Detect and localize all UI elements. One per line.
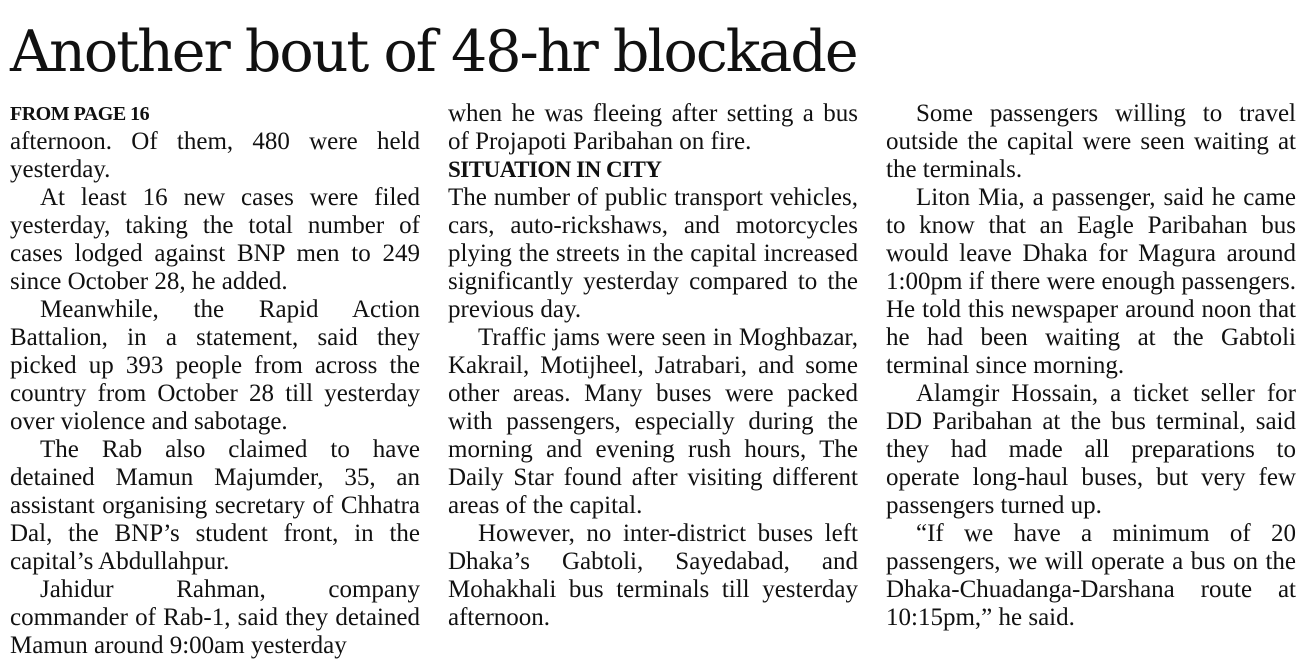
paragraph: Alamgir Hossain, a ticket seller for DD Paribahan at the bus terminal, said they had made all preparations to operate long-haul buses, but very few passengers turned up. bbox=[886, 380, 1296, 519]
paragraph: The number of public transport vehicles, cars, auto-rickshaws, and motorcycles plying the streets in the capital increased significantly yesterday compared to the previous day. bbox=[448, 184, 858, 323]
paragraph: At least 16 new cases were filed yesterday, taking the total number of cases lodged against BNP men to 249 since October 28, he added. bbox=[10, 184, 420, 295]
paragraph: However, no inter-district buses left Dhaka’s Gabtoli, Sayedabad, and Mohakhali bus terminals till yesterday afternoon. bbox=[448, 520, 858, 631]
paragraph: The Rab also claimed to have detained Mamun Majumder, 35, an assistant organising secretary of Chhatra Dal, the BNP’s student front, in the capital’s Abdullahpur. bbox=[10, 436, 420, 575]
paragraph: Meanwhile, the Rapid Action Battalion, in a statement, said they picked up 393 people from across the country from October 28 till yesterday over violence and sabotage. bbox=[10, 296, 420, 435]
paragraph: Liton Mia, a passenger, said he came to know that an Eagle Paribahan bus would leave Dhaka for Magura around 1:00pm if there were enough passengers. He told this newspaper around noon that he had been waiting at the Gabtoli terminal since morning. bbox=[886, 184, 1296, 379]
paragraph: Jahidur Rahman, company commander of Rab-1, said they detained Mamun around 9:00am yesterday bbox=[10, 576, 420, 659]
headline: Another bout of 48-hr blockade bbox=[10, 19, 857, 85]
paragraph: Some passengers willing to travel outside the capital were seen waiting at the terminals. bbox=[886, 100, 1296, 183]
paragraph: when he was fleeing after setting a bus of Projapoti Paribahan on fire. bbox=[448, 100, 858, 155]
column-2 bbox=[448, 100, 858, 632]
column-1 bbox=[10, 100, 420, 660]
paragraph: Traffic jams were seen in Moghbazar, Kakrail, Motijheel, Jatrabari, and some other areas. Many buses were packed with passengers, especially during the morning and evening rush hours, The Daily Star found after visiting different areas of the capital. bbox=[448, 324, 858, 519]
column-3 bbox=[886, 100, 1296, 632]
paragraph: “If we have a minimum of 20 passengers, we will operate a bus on the Dhaka-Chuadanga-Darshana route at 10:15pm,” he said. bbox=[886, 520, 1296, 631]
continuation-label: FROM PAGE 16 bbox=[10, 103, 150, 125]
paragraph: afternoon. Of them, 480 were held yesterday. bbox=[10, 128, 420, 183]
section-subhead: SITUATION IN CITY bbox=[448, 157, 662, 182]
